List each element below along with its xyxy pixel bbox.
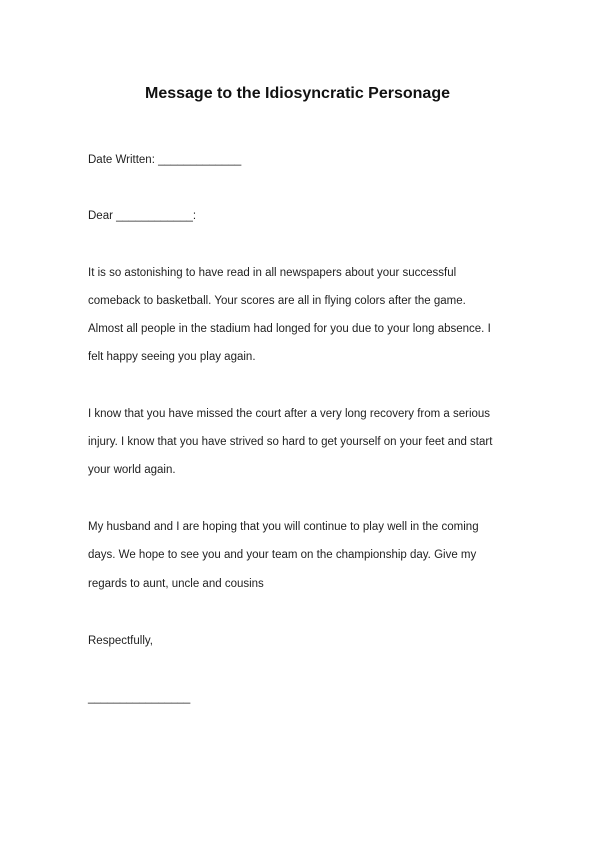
- paragraph-1-line-2: comeback to basketball. Your scores are all in flying colors after the game.: [88, 295, 466, 307]
- signature-line: ________________: [88, 692, 191, 704]
- closing-line: Respectfully,: [88, 635, 153, 647]
- paragraph-2-line-3: your world again.: [88, 464, 176, 476]
- paragraph-1-line-1: It is so astonishing to have read in all newspapers about your successful: [88, 267, 457, 279]
- salutation-line: Dear ____________:: [88, 210, 197, 222]
- paragraph-2-line-1: I know that you have missed the court after a very long recovery from a serious: [88, 408, 491, 420]
- paragraph-3-line-1: My husband and I are hoping that you will continue to play well in the coming: [88, 521, 479, 533]
- paragraph-2-line-2: injury. I know that you have strived so hard to get yourself on your feet and start: [88, 436, 493, 448]
- paragraph-3-line-3: regards to aunt, uncle and cousins: [88, 578, 264, 590]
- date-written-line: Date Written: _____________: [88, 154, 242, 166]
- paragraph-3-line-2: days. We hope to see you and your team on the championship day. Give my: [88, 549, 477, 561]
- paragraph-1-line-4: felt happy seeing you play again.: [88, 351, 256, 363]
- paragraph-1-line-3: Almost all people in the stadium had longed for you due to your long absence. I: [88, 323, 491, 335]
- document-title: Message to the Idiosyncratic Personage: [145, 85, 450, 102]
